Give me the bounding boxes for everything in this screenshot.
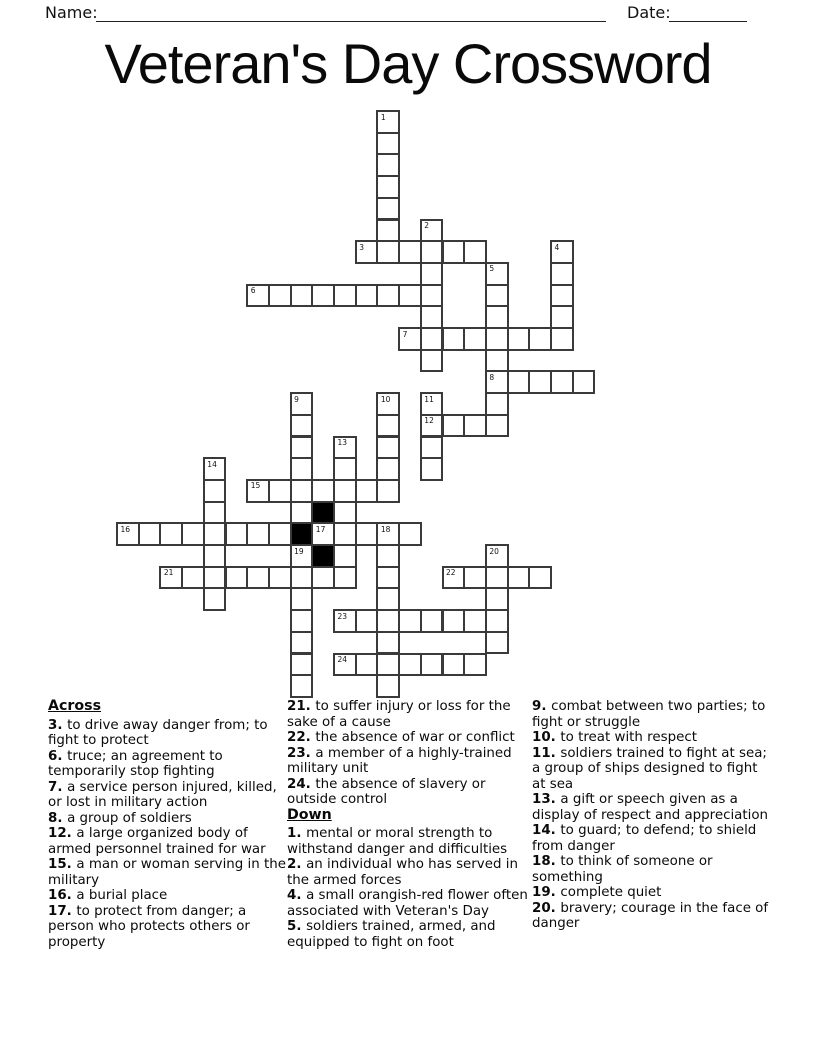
crossword-cell[interactable] (290, 414, 314, 438)
crossword-cell[interactable] (376, 284, 400, 308)
crossword-cell[interactable] (398, 284, 422, 308)
crossword-cell[interactable] (485, 392, 509, 416)
crossword-cell[interactable] (376, 436, 400, 460)
cell-number: 12 (424, 416, 434, 426)
crossword-cell[interactable] (485, 609, 509, 633)
crossword-cell[interactable] (420, 240, 444, 264)
crossword-cell[interactable] (333, 566, 357, 590)
crossword-cell[interactable] (311, 479, 335, 503)
cell-number: 7 (402, 329, 408, 339)
crossword-cell[interactable] (333, 544, 357, 568)
clue-item: 9. combat between two parties; to fight or struggle (532, 699, 766, 730)
crossword-cell[interactable] (290, 436, 314, 460)
across-header: Across (48, 698, 102, 714)
crossword-cell[interactable] (420, 305, 444, 329)
clue-item: 19. complete quiet (532, 885, 662, 900)
crossword-cell[interactable] (398, 653, 422, 677)
cell-number: 9 (294, 394, 299, 404)
crossword-cell[interactable] (376, 219, 400, 243)
crossword-cell[interactable] (311, 284, 335, 308)
crossword-cell[interactable] (290, 631, 314, 655)
cell-number: 18 (380, 524, 391, 534)
cell-number: 1 (380, 112, 386, 122)
crossword-cell[interactable] (485, 544, 509, 568)
cell-number: 16 (120, 524, 131, 534)
crossword-cell[interactable] (398, 327, 422, 351)
clue-number: 4. (287, 888, 307, 903)
crossword-cell[interactable] (246, 566, 270, 590)
crossword-cell[interactable] (290, 544, 314, 568)
crossword-cell[interactable] (355, 479, 379, 503)
crossword-cell[interactable] (442, 327, 466, 351)
crossword-cell[interactable] (311, 566, 335, 590)
crossword-cell[interactable] (398, 240, 422, 264)
cell-number: 10 (380, 394, 391, 404)
crossword-cell[interactable] (355, 240, 379, 264)
clue-number: 10. (532, 730, 561, 745)
crossword-cell[interactable] (290, 587, 314, 611)
cell-number: 4 (554, 242, 560, 252)
crossword-cell[interactable] (290, 566, 314, 590)
crossword-cell[interactable] (528, 566, 552, 590)
crossword-cell[interactable] (463, 653, 487, 677)
date-input-line[interactable] (669, 6, 747, 22)
cell-number: 22 (446, 568, 456, 578)
crossword-cell[interactable] (290, 674, 314, 698)
crossword-cell[interactable] (376, 197, 400, 221)
cell-number: 8 (489, 372, 495, 382)
crossword-cell[interactable] (290, 284, 314, 308)
clue-number: 20. (532, 900, 561, 916)
clue-item: 21. to suffer injury or loss for the sake of a cause (287, 699, 511, 730)
crossword-cell[interactable] (376, 132, 400, 156)
clue-item: 6. truce; an agreement to temporarily stop fighting (48, 748, 223, 779)
crossword-cell[interactable] (398, 522, 422, 546)
crossword-cell[interactable] (485, 284, 509, 308)
crossword-cell[interactable] (528, 370, 552, 394)
crossword-cell[interactable] (290, 457, 314, 481)
cell-number: 2 (424, 221, 430, 230)
crossword-cell[interactable] (485, 414, 509, 438)
crossword-cell[interactable] (203, 457, 227, 481)
cell-number: 19 (294, 546, 304, 556)
cell-number: 17 (315, 524, 326, 534)
crossword-cell[interactable] (550, 240, 574, 264)
crossword-cell[interactable] (246, 479, 270, 503)
crossword-cell[interactable] (485, 566, 509, 590)
crossword-cell[interactable] (463, 327, 487, 351)
crossword-cell[interactable] (246, 284, 270, 308)
clue-number: 21. (287, 699, 316, 714)
clue-number: 19. (532, 885, 561, 900)
crossword-cell[interactable] (485, 327, 509, 351)
clue-item: 1. mental or moral strength to withstand danger and difficulties (287, 826, 508, 857)
crossword-cell[interactable] (420, 457, 444, 481)
crossword-cell[interactable] (333, 653, 357, 677)
cell-number: 6 (250, 286, 256, 296)
crossword-cell[interactable] (420, 609, 444, 633)
clue-number: 17. (48, 903, 77, 919)
clue-number: 11. (532, 745, 561, 761)
crossword-cell[interactable] (333, 479, 357, 503)
crossword-cell[interactable] (550, 284, 574, 308)
crossword-cell[interactable] (203, 587, 227, 611)
crossword-cell[interactable] (485, 631, 509, 655)
clue-item: 22. the absence of war or conflict (287, 730, 515, 745)
crossword-cell[interactable] (159, 566, 183, 590)
crossword-cell[interactable] (463, 609, 487, 633)
crossword-cell[interactable] (181, 566, 205, 590)
crossword-cell[interactable] (376, 392, 400, 416)
clue-item: 23. a member of a highly-trained military unit (287, 745, 512, 776)
crossword-cell[interactable] (420, 262, 444, 286)
crossword-cell[interactable] (290, 609, 314, 633)
cell-number: 24 (337, 655, 348, 664)
crossword-cell[interactable] (268, 479, 292, 503)
clue-number: 18. (532, 854, 561, 869)
clue-number: 22. (287, 730, 316, 745)
crossword-cell[interactable] (420, 436, 444, 460)
crossword-cell[interactable] (181, 522, 205, 546)
clue-item: 16. a burial place (48, 888, 168, 903)
crossword-cell[interactable] (268, 522, 292, 546)
down-header: Down (287, 806, 332, 823)
crossword-cell[interactable] (420, 414, 444, 438)
crossword-cell[interactable] (376, 544, 400, 568)
clue-item: 10. to treat with respect (532, 730, 697, 745)
cell-number: 15 (250, 481, 261, 491)
crossword-cell[interactable] (550, 262, 574, 286)
crossword-cell[interactable] (442, 566, 466, 590)
crossword-cell[interactable] (225, 522, 249, 546)
clue-number: 13. (532, 792, 561, 807)
crossword-cell[interactable] (203, 544, 227, 568)
crossword-cell[interactable] (159, 522, 183, 546)
clue-item: 15. a man or woman serving in the military (48, 857, 286, 888)
crossword-cell[interactable] (376, 153, 400, 177)
crossword-cell[interactable] (311, 522, 335, 546)
crossword-cell[interactable] (333, 522, 357, 546)
crossword-cell[interactable] (290, 653, 314, 677)
black-cell (311, 544, 335, 568)
clue-item: 17. to protect from danger; a person who protects others or property (48, 903, 250, 950)
crossword-cell[interactable] (333, 284, 357, 308)
crossword-cell[interactable] (290, 479, 314, 503)
crossword-cell[interactable] (376, 653, 400, 677)
crossword-cell[interactable] (376, 240, 400, 264)
crossword-cell[interactable] (333, 436, 357, 460)
clue-column-left (48, 699, 286, 950)
crossword-cell[interactable] (420, 653, 444, 677)
clue-number: 24. (287, 776, 316, 792)
cell-number: 5 (489, 264, 495, 274)
clue-column-middle (287, 699, 528, 950)
crossword-cell[interactable] (246, 522, 270, 546)
cell-number: 21 (163, 568, 174, 578)
clue-number: 23. (287, 745, 316, 761)
black-cell (311, 501, 335, 525)
crossword-cell[interactable] (550, 327, 574, 351)
crossword-cell[interactable] (138, 522, 162, 546)
clue-item: 4. a small orangish-red flower often associated with Veteran's Day (287, 888, 528, 919)
clue-item: 8. a group of soldiers (48, 810, 192, 826)
name-input-line[interactable] (96, 6, 606, 22)
crossword-cell[interactable] (376, 175, 400, 199)
crossword-cell[interactable] (376, 631, 400, 655)
clue-number: 5. (287, 919, 307, 934)
crossword-cell[interactable] (203, 501, 227, 525)
crossword-cell[interactable] (507, 566, 531, 590)
clue-item: 12. a large organized body of armed personnel trained for war (48, 826, 266, 857)
clue-number: 6. (48, 748, 68, 764)
crossword-cell[interactable] (355, 284, 379, 308)
crossword-cell[interactable] (203, 566, 227, 590)
date-label: Date: (627, 3, 671, 22)
clue-item: 2. an individual who has served in the armed forces (287, 857, 518, 888)
crossword-cell[interactable] (463, 414, 487, 438)
crossword-cell[interactable] (442, 240, 466, 264)
cell-number: 11 (424, 394, 434, 404)
crossword-cell[interactable] (203, 522, 227, 546)
crossword-cell[interactable] (420, 349, 444, 373)
crossword-cell[interactable] (355, 522, 379, 546)
crossword-cell[interactable] (376, 587, 400, 611)
clue-item: 3. to drive away danger from; to fight to protect (48, 717, 268, 748)
name-label: Name: (45, 3, 98, 22)
cell-number: 23 (337, 611, 348, 621)
clue-item: 18. to think of someone or something (532, 854, 713, 885)
clue-number: 1. (287, 826, 307, 841)
crossword-cell[interactable] (376, 522, 400, 546)
crossword-cell[interactable] (333, 457, 357, 481)
crossword-cell[interactable] (442, 414, 466, 438)
crossword-cell[interactable] (485, 587, 509, 611)
cell-number: 14 (207, 459, 217, 469)
crossword-cell[interactable] (463, 240, 487, 264)
crossword-cell[interactable] (507, 327, 531, 351)
crossword-cell[interactable] (376, 609, 400, 633)
clue-number: 2. (287, 857, 307, 872)
crossword-cell[interactable] (376, 674, 400, 698)
crossword-cell[interactable] (376, 414, 400, 438)
crossword-cell[interactable] (485, 305, 509, 329)
clue-item: 24. the absence of slavery or outside control (287, 776, 486, 807)
crossword-cell[interactable] (376, 110, 400, 134)
crossword-cell[interactable] (116, 522, 140, 546)
crossword-cell[interactable] (442, 609, 466, 633)
crossword-cell[interactable] (485, 370, 509, 394)
cell-number: 13 (337, 438, 348, 447)
crossword-cell[interactable] (420, 284, 444, 308)
clue-item: 7. a service person injured, killed, or lost in military action (48, 779, 277, 810)
crossword-cell[interactable] (333, 609, 357, 633)
clue-number: 14. (532, 823, 561, 838)
crossword-cell[interactable] (442, 653, 466, 677)
crossword-cell[interactable] (507, 370, 531, 394)
crossword-cell[interactable] (290, 501, 314, 525)
crossword-cell[interactable] (550, 370, 574, 394)
clue-number: 3. (48, 717, 68, 733)
crossword-cell[interactable] (355, 609, 379, 633)
black-cell (290, 522, 314, 546)
crossword-cell[interactable] (420, 219, 444, 243)
crossword-cell[interactable] (528, 327, 552, 351)
clue-number: 8. (48, 810, 68, 826)
crossword-cell[interactable] (290, 392, 314, 416)
clue-number: 15. (48, 857, 77, 872)
crossword-cell[interactable] (355, 653, 379, 677)
crossword-cell[interactable] (463, 566, 487, 590)
crossword-cell[interactable] (376, 457, 400, 481)
clue-item: 13. a gift or speech given as a display of respect and appreciation (532, 792, 769, 823)
crossword-cell[interactable] (550, 305, 574, 329)
crossword-cell[interactable] (398, 609, 422, 633)
page-title: Veteran's Day Crossword (104, 32, 712, 95)
clue-number: 9. (532, 699, 552, 714)
crossword-cell[interactable] (485, 349, 509, 373)
clue-item: 14. to guard; to defend; to shield from danger (532, 823, 757, 854)
clue-item: 11. soldiers trained to fight at sea; a group of ships designed to fight at sea (532, 745, 767, 792)
clue-item: 20. bravery; courage in the face of danger (532, 900, 769, 931)
clue-column-right (532, 699, 772, 932)
clue-number: 7. (48, 779, 68, 795)
crossword-cell[interactable] (376, 479, 400, 503)
crossword-cell[interactable] (420, 392, 444, 416)
crossword-cell[interactable] (268, 566, 292, 590)
clue-number: 16. (48, 888, 77, 903)
clue-item: 5. soldiers trained, armed, and equipped to fight on foot (287, 919, 496, 950)
cell-number: 20 (489, 546, 499, 556)
crossword-cell[interactable] (420, 327, 444, 351)
crossword-cell[interactable] (485, 262, 509, 286)
crossword-cell[interactable] (376, 566, 400, 590)
crossword-cell[interactable] (333, 501, 357, 525)
crossword-cell[interactable] (203, 479, 227, 503)
clue-number: 12. (48, 826, 77, 841)
cell-number: 3 (359, 242, 364, 252)
crossword-cell[interactable] (572, 370, 596, 394)
crossword-cell[interactable] (268, 284, 292, 308)
crossword-cell[interactable] (225, 566, 249, 590)
